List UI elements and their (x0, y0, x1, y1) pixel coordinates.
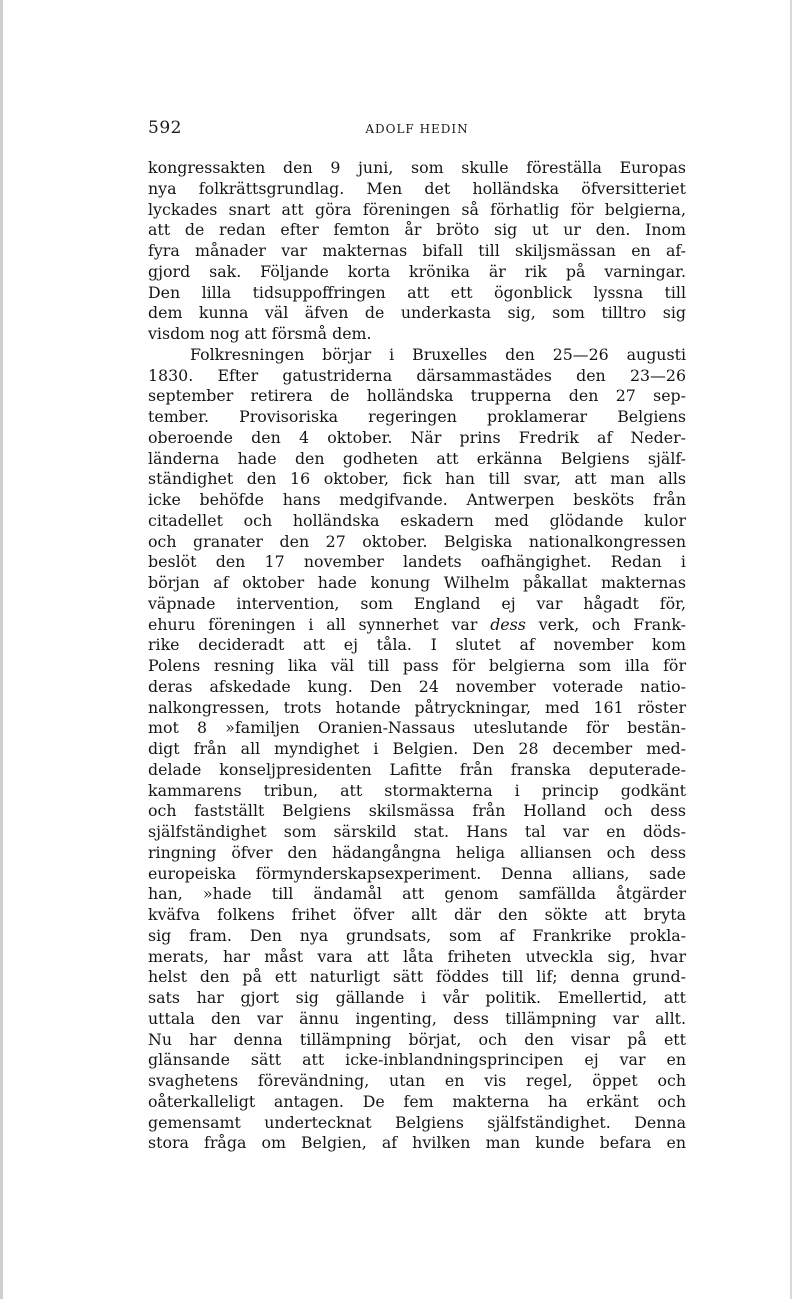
text-line: oberoende den 4 oktober. När prins Fredrik af Neder- (148, 427, 686, 447)
text-line: citadellet och holländska eskadern med glödande kulor (148, 510, 686, 530)
text-line: Nu har denna tillämpning börjat, och den visar på ett (148, 1029, 686, 1049)
text-line: 1830. Efter gatustriderna därsammastädes den 23—26 (148, 365, 686, 385)
body-text (148, 158, 686, 1154)
text-line: kväfva folkens frihet öfver allt där den sökte att bryta (148, 905, 686, 924)
running-title: ADOLF HEDIN (365, 122, 469, 136)
text-line: tember. Provisoriska regeringen proklamerar Belgiens (148, 407, 686, 426)
text-line: kammarens tribun, att stormakterna i princip godkänt (148, 780, 686, 800)
text-line: väpnade intervention, som England ej var hågadt för, (148, 593, 686, 613)
text-line: helst den på ett naturligt sätt föddes till lif; denna grund- (148, 967, 686, 987)
text-line: själfständighet som särskild stat. Hans tal var en döds- (148, 822, 686, 841)
text-line: kongressakten den 9 juni, som skulle föreställa Europas (148, 158, 686, 177)
text-line: dem kunna väl äfven de underkasta sig, som tilltro sig (148, 303, 686, 323)
text-line: att de redan efter femton år bröto sig ut ur den. Inom (148, 220, 686, 240)
text-line: ständighet den 16 oktober, fick han till svar, att man alls (148, 469, 686, 489)
text-line: och fastställt Belgiens skilsmässa från Holland och dess (148, 801, 686, 821)
italic-word: dess (490, 614, 526, 634)
scan-edge-left (0, 0, 3, 1299)
text-line: beslöt den 17 november landets oafhängighet. Redan i (148, 552, 686, 572)
text-line: icke behöfde hans medgifvande. Antwerpen besköts från (148, 490, 686, 509)
text-line: gjord sak. Följande korta krönika är rik på varningar. (148, 261, 686, 281)
text-line: svaghetens förevändning, utan en vis regel, öppet och (148, 1071, 686, 1090)
text-line: ringning öfver den hädangångna heliga alliansen och dess (148, 842, 686, 862)
text-segment: ehuru föreningen i all synnerhet var (148, 614, 478, 634)
text-line: europeiska förmynderskapsexperiment. Denna allians, sade (148, 863, 686, 883)
text-line: början af oktober hade konung Wilhelm påkallat makternas (148, 573, 686, 592)
text-line: länderna hade den godheten att erkänna Belgiens själf- (148, 448, 686, 468)
text-line: fyra månader var makternas bifall till skiljsmässan en af- (148, 241, 686, 260)
text-line: rike decideradt att ej tåla. I slutet af november kom (148, 635, 686, 655)
text-line: Den lilla tidsuppoffringen att ett ögonblick lyssna till (148, 282, 686, 302)
running-head (148, 118, 686, 142)
text-line: uttala den var ännu ingenting, dess tillämpning var allt. (148, 1008, 686, 1028)
text-line: merats, har måst vara att låta friheten utveckla sig, hvar (148, 946, 686, 966)
text-line: september retirera de holländska trupperna den 27 sep- (148, 386, 686, 406)
text-line: Polens resning lika väl till pass för belgierna som illa för (148, 656, 686, 675)
text-line: glänsande sätt att icke-inblandningsprincipen ej var en (148, 1050, 686, 1070)
text-line: delade konseljpresidenten Lafitte från franska deputerade- (148, 759, 686, 779)
text-line: han, »hade till ändamål att genom samfällda åtgärder (148, 884, 686, 904)
text-line: mot 8 »familjen Oranien-Nassaus uteslutande för bestän- (148, 718, 686, 738)
text-line: oåterkalleligt antagen. De fem makterna ha erkänt och (148, 1091, 686, 1111)
text-line: nalkongressen, trots hotande påtryckningar, med 161 röster (148, 697, 686, 717)
text-line: nya folkrättsgrundlag. Men det holländska öfversitteriet (148, 178, 686, 198)
text-line: deras afskedade kung. Den 24 november voterade natio- (148, 676, 686, 696)
text-line: digt från all myndighet i Belgien. Den 28 december med- (148, 739, 686, 758)
text-line: och granater den 27 oktober. Belgiska nationalkongressen (148, 531, 686, 551)
text-line: sats har gjort sig gällande i vår politik. Emellertid, att (148, 988, 686, 1007)
paragraph-first-line: Folkresningen börjar i Bruxelles den 25—26 augusti (190, 344, 686, 364)
text-line-with-italic (148, 615, 686, 636)
text-segment: verk, och Frank- (538, 614, 686, 634)
text-line: gemensamt undertecknat Belgiens själfständighet. Denna (148, 1112, 686, 1132)
page-number: 592 (148, 118, 182, 138)
text-line: sig fram. Den nya grundsats, som af Frankrike prokla- (148, 925, 686, 945)
text-line: lyckades snart att göra föreningen så förhatlig för belgierna, (148, 199, 686, 219)
text-line: stora fråga om Belgien, af hvilken man kunde befara en (148, 1133, 686, 1153)
text-line: visdom nog att försmå dem. (148, 324, 372, 343)
